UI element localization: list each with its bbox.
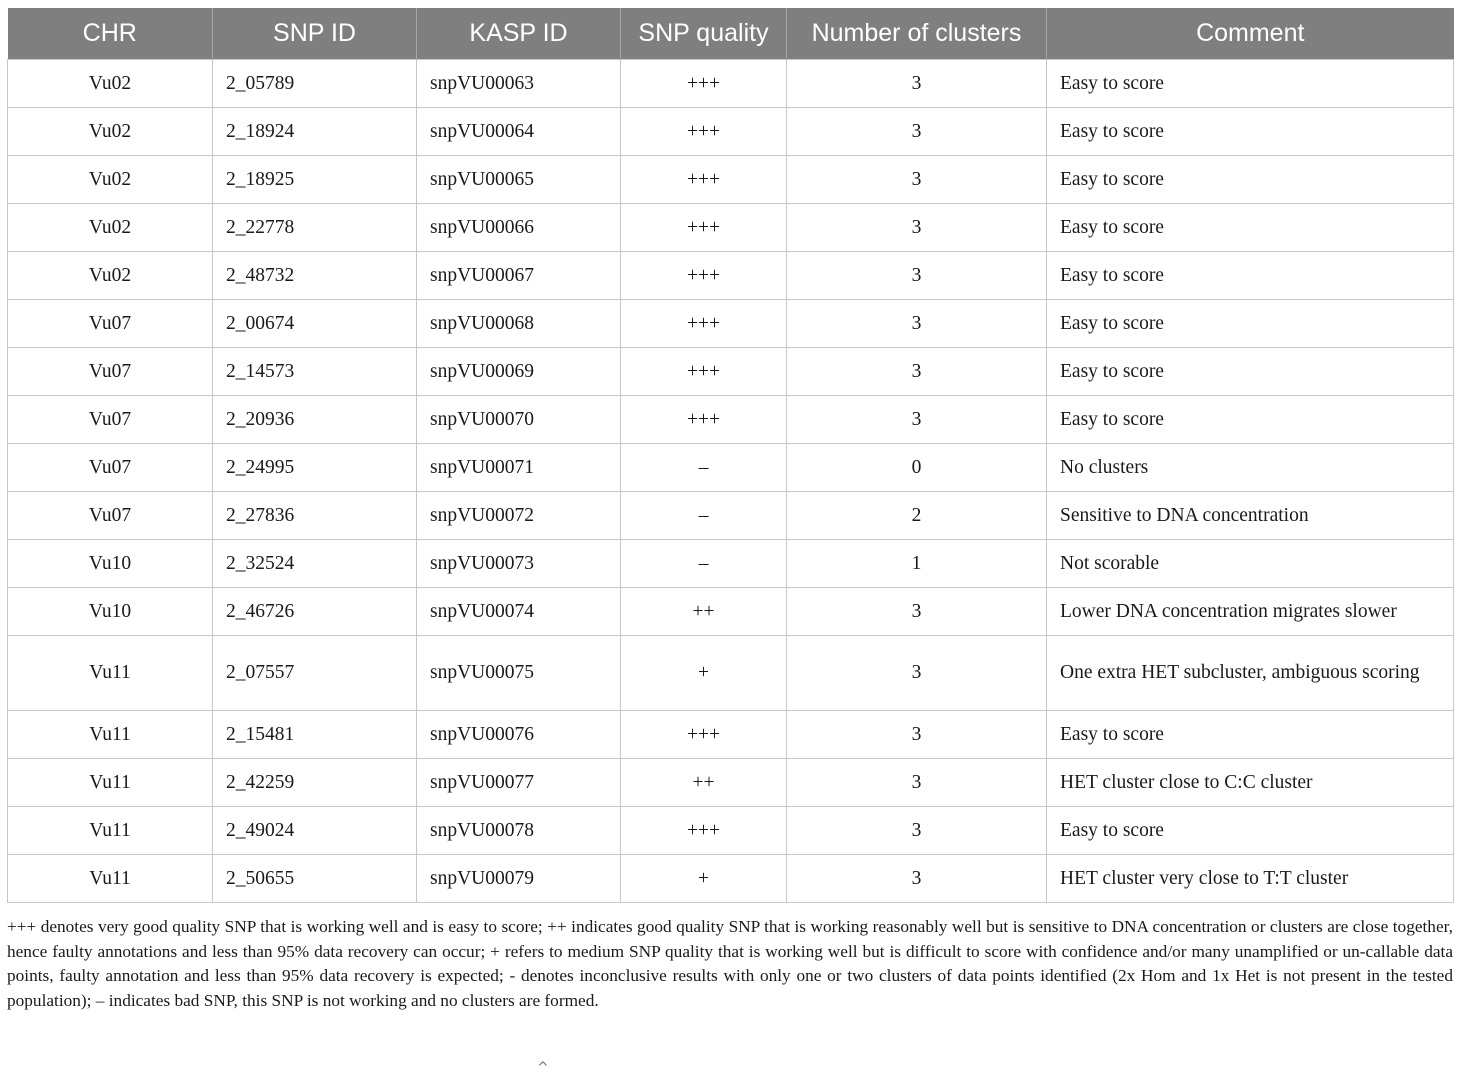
cell-kasp-id: snpVU00073 <box>417 540 621 588</box>
table-row <box>8 156 1454 204</box>
table-row <box>8 807 1454 855</box>
cell-snp-quality: +++ <box>621 300 787 348</box>
cell-chr: Vu02 <box>8 108 213 156</box>
table-row <box>8 252 1454 300</box>
cell-comment: Easy to score <box>1047 60 1454 108</box>
table-footnote: +++ denotes very good quality SNP that is working well and is easy to score; ++ indicates good quality SNP that is working reasonably well but is sensitive to DNA concentration or clusters are close together, hence faulty annotations and less than 95% data recovery can occur; + refers to medium SNP quality that is working well but is difficult to score with confidence and/or many unamplified or un-callable data points, faulty annotation and less than 95% data recovery is expected; - denotes inconclusive results with only one or two clusters of data points identified (2x Hom and 1x Het is not present in the tested population); – indicates bad SNP, this SNP is not working and no clusters are formed. <box>7 917 1453 1010</box>
table-row <box>8 855 1454 903</box>
snp-table-container <box>7 8 1453 903</box>
cell-comment: Easy to score <box>1047 396 1454 444</box>
cell-snp-id: 2_07557 <box>213 636 417 711</box>
cell-kasp-id: snpVU00068 <box>417 300 621 348</box>
table-row <box>8 300 1454 348</box>
cell-comment: Easy to score <box>1047 108 1454 156</box>
cell-snp-id: 2_00674 <box>213 300 417 348</box>
cell-chr: Vu11 <box>8 855 213 903</box>
cell-number-of-clusters: 3 <box>787 108 1047 156</box>
cell-comment: Easy to score <box>1047 348 1454 396</box>
cell-comment: Lower DNA concentration migrates slower <box>1047 588 1454 636</box>
cell-chr: Vu11 <box>8 636 213 711</box>
cell-chr: Vu11 <box>8 711 213 759</box>
cell-comment: HET cluster close to C:C cluster <box>1047 759 1454 807</box>
header-number-of-clusters: Number of clusters <box>787 8 1047 60</box>
cell-snp-id: 2_49024 <box>213 807 417 855</box>
cell-number-of-clusters: 3 <box>787 588 1047 636</box>
cell-chr: Vu11 <box>8 807 213 855</box>
cell-snp-quality: +++ <box>621 204 787 252</box>
cell-snp-quality: – <box>621 492 787 540</box>
cell-snp-id: 2_14573 <box>213 348 417 396</box>
table-row <box>8 444 1454 492</box>
cell-number-of-clusters: 3 <box>787 759 1047 807</box>
cell-comment: No clusters <box>1047 444 1454 492</box>
table-row <box>8 396 1454 444</box>
snp-table <box>7 8 1454 903</box>
cell-snp-quality: +++ <box>621 108 787 156</box>
cell-chr: Vu10 <box>8 540 213 588</box>
cell-snp-id: 2_50655 <box>213 855 417 903</box>
cell-snp-id: 2_42259 <box>213 759 417 807</box>
cell-snp-id: 2_22778 <box>213 204 417 252</box>
cell-snp-id: 2_48732 <box>213 252 417 300</box>
table-row <box>8 636 1454 711</box>
cell-number-of-clusters: 3 <box>787 711 1047 759</box>
cell-snp-quality: – <box>621 444 787 492</box>
cell-chr: Vu07 <box>8 396 213 444</box>
header-row <box>8 8 1454 60</box>
cell-snp-id: 2_18925 <box>213 156 417 204</box>
cell-kasp-id: snpVU00069 <box>417 348 621 396</box>
cell-chr: Vu07 <box>8 300 213 348</box>
cell-comment: Easy to score <box>1047 300 1454 348</box>
cell-kasp-id: snpVU00063 <box>417 60 621 108</box>
cell-kasp-id: snpVU00072 <box>417 492 621 540</box>
cell-kasp-id: snpVU00066 <box>417 204 621 252</box>
cell-snp-id: 2_18924 <box>213 108 417 156</box>
cell-comment: HET cluster very close to T:T cluster <box>1047 855 1454 903</box>
cell-kasp-id: snpVU00076 <box>417 711 621 759</box>
cell-kasp-id: snpVU00070 <box>417 396 621 444</box>
cell-number-of-clusters: 3 <box>787 855 1047 903</box>
cell-number-of-clusters: 3 <box>787 636 1047 711</box>
cell-number-of-clusters: 1 <box>787 540 1047 588</box>
cell-number-of-clusters: 3 <box>787 156 1047 204</box>
table-row <box>8 60 1454 108</box>
cell-number-of-clusters: 3 <box>787 204 1047 252</box>
cell-chr: Vu02 <box>8 60 213 108</box>
cell-snp-quality: ++ <box>621 588 787 636</box>
cell-snp-id: 2_46726 <box>213 588 417 636</box>
table-row <box>8 759 1454 807</box>
cell-number-of-clusters: 0 <box>787 444 1047 492</box>
cell-chr: Vu02 <box>8 156 213 204</box>
cell-kasp-id: snpVU00074 <box>417 588 621 636</box>
cell-snp-quality: +++ <box>621 60 787 108</box>
cell-kasp-id: snpVU00078 <box>417 807 621 855</box>
cell-chr: Vu07 <box>8 444 213 492</box>
cell-snp-quality: + <box>621 855 787 903</box>
table-row <box>8 492 1454 540</box>
cell-number-of-clusters: 3 <box>787 252 1047 300</box>
cell-comment: Easy to score <box>1047 711 1454 759</box>
cell-kasp-id: snpVU00065 <box>417 156 621 204</box>
cell-snp-quality: + <box>621 636 787 711</box>
cell-number-of-clusters: 3 <box>787 807 1047 855</box>
header-chr: CHR <box>8 8 213 60</box>
cell-comment: Easy to score <box>1047 156 1454 204</box>
cell-snp-quality: +++ <box>621 807 787 855</box>
table-body <box>8 60 1454 903</box>
cell-snp-quality: ++ <box>621 759 787 807</box>
cell-snp-id: 2_20936 <box>213 396 417 444</box>
cell-comment: Not scorable <box>1047 540 1454 588</box>
cell-number-of-clusters: 3 <box>787 300 1047 348</box>
header-snp-id: SNP ID <box>213 8 417 60</box>
table-row <box>8 588 1454 636</box>
cell-comment: One extra HET subcluster, ambiguous scoring <box>1047 636 1454 711</box>
cell-number-of-clusters: 3 <box>787 396 1047 444</box>
table-row <box>8 204 1454 252</box>
cell-chr: Vu02 <box>8 204 213 252</box>
cell-snp-quality: +++ <box>621 396 787 444</box>
cell-chr: Vu11 <box>8 759 213 807</box>
cell-comment: Easy to score <box>1047 204 1454 252</box>
cell-kasp-id: snpVU00064 <box>417 108 621 156</box>
cell-chr: Vu07 <box>8 492 213 540</box>
cell-number-of-clusters: 3 <box>787 348 1047 396</box>
cell-snp-id: 2_27836 <box>213 492 417 540</box>
table-row <box>8 108 1454 156</box>
cell-number-of-clusters: 2 <box>787 492 1047 540</box>
cell-snp-id: 2_24995 <box>213 444 417 492</box>
cell-comment: Easy to score <box>1047 807 1454 855</box>
cell-chr: Vu02 <box>8 252 213 300</box>
cell-kasp-id: snpVU00077 <box>417 759 621 807</box>
cell-snp-quality: +++ <box>621 711 787 759</box>
cell-snp-quality: +++ <box>621 252 787 300</box>
header-comment: Comment <box>1047 8 1454 60</box>
cell-kasp-id: snpVU00071 <box>417 444 621 492</box>
cell-kasp-id: snpVU00079 <box>417 855 621 903</box>
cell-number-of-clusters: 3 <box>787 60 1047 108</box>
table-row <box>8 711 1454 759</box>
cell-chr: Vu10 <box>8 588 213 636</box>
header-snp-quality: SNP quality <box>621 8 787 60</box>
cell-snp-quality: – <box>621 540 787 588</box>
cell-comment: Sensitive to DNA concentration <box>1047 492 1454 540</box>
header-kasp-id: KASP ID <box>417 8 621 60</box>
table-row <box>8 540 1454 588</box>
cell-kasp-id: snpVU00067 <box>417 252 621 300</box>
cell-snp-id: 2_15481 <box>213 711 417 759</box>
cell-chr: Vu07 <box>8 348 213 396</box>
cell-snp-id: 2_05789 <box>213 60 417 108</box>
table-row <box>8 348 1454 396</box>
cell-kasp-id: snpVU00075 <box>417 636 621 711</box>
cell-snp-quality: +++ <box>621 156 787 204</box>
cell-comment: Easy to score <box>1047 252 1454 300</box>
caret-mark: ^ <box>537 1060 549 1076</box>
cell-snp-id: 2_32524 <box>213 540 417 588</box>
cell-snp-quality: +++ <box>621 348 787 396</box>
